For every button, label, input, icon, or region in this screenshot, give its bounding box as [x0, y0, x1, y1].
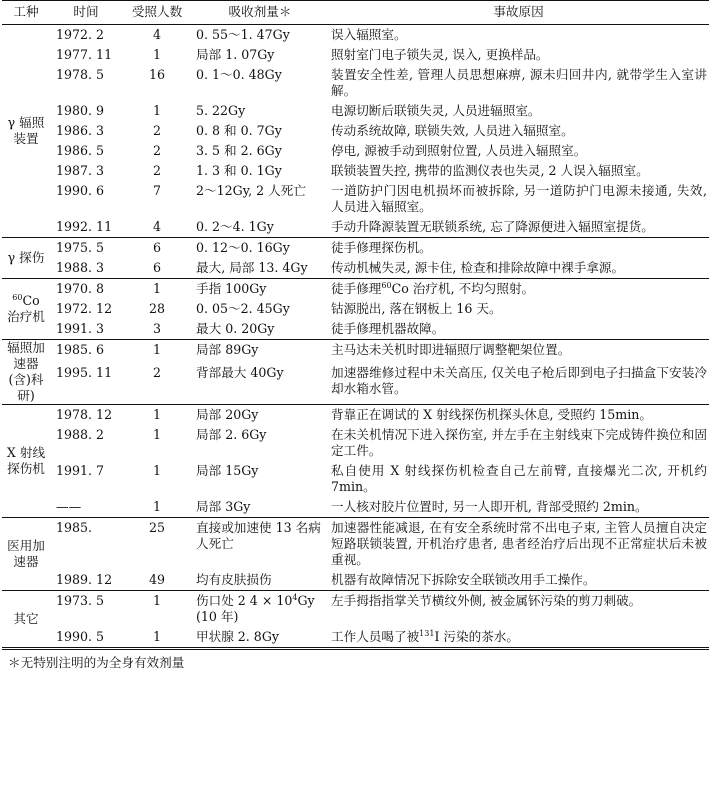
footnote: ＊无特别注明的为全身有效剂量 [2, 649, 709, 671]
dose-cell: 0. 2～4. 1Gy [196, 219, 274, 234]
count-cell: 4 [152, 219, 161, 234]
table-row [2, 101, 709, 121]
table-row [2, 279, 709, 300]
header-count: 受照人数 [122, 1, 192, 25]
table-row [2, 217, 709, 238]
time-cell: 1987. 3 [56, 163, 105, 178]
count-cell: 25 [122, 518, 192, 571]
dose-cell: 局部 20Gy [192, 405, 328, 426]
category-co60-therapy: $^{60}$Co 治疗机 [2, 279, 50, 340]
category-other: 其它 [2, 591, 50, 648]
count-cell: 1 [122, 405, 192, 426]
count-cell: 1 [152, 629, 161, 644]
dose-cell: 0. 55～1. 47Gy [192, 25, 328, 46]
count-cell: 2 [152, 123, 161, 138]
reason-cell: 手动升降源装置无联锁系统, 忘了降源便进入辐照室提货。 [331, 219, 654, 234]
dose-cell: 均有皮肤损伤 [196, 572, 272, 587]
time-cell: 1991. 7 [56, 463, 105, 478]
table-row [2, 497, 709, 518]
count-cell: 6 [122, 238, 192, 259]
dose-cell: 背部最大 40Gy [196, 364, 284, 380]
dose-cell: 最大 0. 20Gy [196, 321, 275, 336]
table-row [2, 570, 709, 591]
count-cell: 16 [148, 67, 166, 82]
category-gamma-irradiation: γ 辐照装置 [2, 25, 50, 238]
dose-cell: 手指 100Gy [192, 279, 328, 300]
reason-cell: 传动系统故障, 联锁失效, 人员进入辐照室。 [331, 123, 574, 138]
table-row [2, 425, 709, 461]
dose-cell: 最大, 局部 13. 4Gy [196, 260, 308, 275]
time-cell: 1990. 5 [56, 629, 105, 644]
table-row [2, 45, 709, 65]
table-row [2, 161, 709, 181]
count-cell: 6 [152, 260, 161, 275]
reason-cell: 左手拇指指掌关节横纹外侧, 被金属钚污染的剪刀刺破。 [328, 591, 709, 628]
header-category: 工种 [2, 1, 50, 25]
dose-cell: 直接或加速使 13 名病人死亡 [192, 518, 328, 571]
category-irradiation-accelerator: 辐照加速器(含)科研) [2, 340, 50, 405]
dose-cell: 局部 2. 6Gy [196, 427, 267, 442]
dose-cell: 局部 89Gy [192, 340, 328, 363]
count-cell: 2 [152, 364, 161, 380]
reason-cell: 电源切断后联锁失灵, 人员进辐照室。 [331, 103, 541, 118]
reason-cell: 工作人员喝了被$^{131}$I 污染的茶水。 [331, 628, 519, 644]
time-cell: 1988. 3 [56, 260, 105, 275]
table-row [2, 340, 709, 363]
dose-cell: 2～12Gy, 2 人死亡 [196, 183, 306, 198]
count-cell: 49 [148, 572, 166, 587]
time-cell: —— [56, 499, 82, 514]
table-row [2, 319, 709, 340]
reason-cell: 照射室门电子锁失灵, 误入, 更换样品。 [331, 47, 549, 62]
table-row [2, 405, 709, 426]
reason-cell: 传动机械失灵, 源卡住, 检查和排除故障中裸手拿源。 [331, 260, 625, 275]
time-cell: 1992. 11 [56, 219, 113, 234]
reason-cell: 主马达未关机时即进辐照厅调整靶架位置。 [328, 340, 709, 363]
time-cell: 1989. 12 [56, 572, 113, 587]
table-row [2, 518, 709, 571]
table-row [2, 65, 709, 101]
count-cell: 1 [152, 499, 161, 514]
time-cell: 1985. [50, 518, 122, 571]
table-row [2, 141, 709, 161]
time-cell: 1972. 2 [50, 25, 122, 46]
dose-cell: 1. 3 和 0. 1Gy [196, 163, 282, 178]
dose-cell: 0. 1～0. 48Gy [196, 67, 282, 82]
category-gamma-flaw-detection: γ 探伤 [2, 238, 50, 279]
reason-cell: 徒手修理$^{60}$Co 治疗机, 不均匀照射。 [328, 279, 709, 300]
time-cell: 1973. 5 [50, 591, 122, 628]
header-time: 时间 [50, 1, 122, 25]
category-medical-accelerator: 医用加速器 [2, 518, 50, 591]
reason-cell: 钴源脱出, 落在钢板上 16 天。 [331, 301, 502, 316]
count-cell: 2 [152, 163, 161, 178]
reason-cell: 装置安全性差, 管理人员思想麻痹, 源未归回井内, 就带学生入室讲解。 [331, 67, 707, 98]
time-cell: 1991. 3 [56, 321, 105, 336]
time-cell: 1988. 2 [56, 427, 105, 442]
table-row [2, 121, 709, 141]
count-cell: 3 [152, 321, 161, 336]
table-row [2, 238, 709, 259]
time-cell: 1995. 11 [56, 364, 113, 380]
reason-cell: 徒手修理机器故障。 [331, 321, 445, 336]
table-row [2, 25, 709, 46]
dose-cell: 0. 12～0. 16Gy [192, 238, 328, 259]
table-row [2, 181, 709, 217]
reason-cell: 私自使用 X 射线探伤机检查自己左前臂, 直接爆光二次, 开机约 7min。 [331, 463, 707, 494]
reason-cell: 误入辐照室。 [328, 25, 709, 46]
reason-cell: 机器有故障情况下拆除安全联锁改用手工操作。 [331, 572, 596, 587]
count-cell: 7 [152, 183, 161, 198]
table-row [2, 627, 709, 648]
table-row [2, 461, 709, 497]
dose-cell: 0. 05～2. 45Gy [196, 301, 290, 316]
reason-cell: 在未关机情况下进入探伤室, 并左手在主射线束下完成铸件换位和固定工件。 [331, 427, 707, 458]
count-cell: 4 [122, 25, 192, 46]
count-cell: 1 [152, 47, 161, 62]
time-cell: 1975. 5 [50, 238, 122, 259]
reason-cell: 背靠正在调试的 X 射线探伤机探头休息, 受照约 15min。 [328, 405, 709, 426]
time-cell: 1978. 12 [50, 405, 122, 426]
time-cell: 1986. 5 [56, 143, 105, 158]
time-cell: 1980. 9 [56, 103, 105, 118]
dose-cell: 0. 8 和 0. 7Gy [196, 123, 282, 138]
count-cell: 1 [122, 340, 192, 363]
count-cell: 1 [122, 279, 192, 300]
dose-cell: 局部 3Gy [196, 499, 251, 514]
dose-cell: 局部 15Gy [196, 463, 259, 478]
reason-cell: 加速器性能减退, 在有安全系统时常不出电子束, 主管人员擅自决定短路联锁装置, 开机治疗患者, 患者经治疗后出现不正常症状后未被重视。 [328, 518, 709, 571]
category-xray-flaw-detector: X 射线探伤机 [2, 405, 50, 518]
dose-cell: 5. 22Gy [196, 103, 246, 118]
header-row [2, 1, 709, 25]
time-cell: 1990. 6 [56, 183, 105, 198]
dose-cell: 局部 1. 07Gy [196, 47, 275, 62]
reason-cell: 一人核对胶片位置时, 另一人即开机, 背部受照约 2min。 [331, 499, 648, 514]
table-row [2, 299, 709, 319]
count-cell: 1 [152, 463, 161, 478]
reason-cell: 联锁装置失控, 携带的监测仪表也失灵, 2 人误入辐照室。 [331, 163, 649, 178]
table-row [2, 258, 709, 279]
time-cell: 1977. 11 [56, 47, 113, 62]
time-cell: 1972. 12 [56, 301, 113, 316]
dose-cell: 甲状腺 2. 8Gy [196, 629, 279, 644]
table-row [2, 363, 709, 405]
count-cell: 1 [152, 427, 161, 442]
accident-table [2, 0, 709, 648]
time-cell: 1978. 5 [56, 67, 105, 82]
reason-cell: 一道防护门因电机损坏而被拆除, 另一道防护门电源未接通, 失效, 人员进入辐照室。 [331, 183, 707, 214]
header-reason: 事故原因 [328, 1, 709, 25]
count-cell: 1 [122, 591, 192, 628]
count-cell: 1 [152, 103, 161, 118]
reason-cell: 加速器维修过程中未关高压, 仅关电子枪后即到电子扫描盒下安装冷却水箱水管。 [331, 364, 707, 396]
count-cell: 28 [148, 301, 166, 316]
time-cell: 1970. 8 [50, 279, 122, 300]
time-cell: 1986. 3 [56, 123, 105, 138]
header-dose: 吸收剂量＊ [192, 1, 328, 25]
time-cell: 1985. 6 [50, 340, 122, 363]
dose-cell: 伤口处 2 $4 \times 10^4Gy$ (10 年) [192, 591, 328, 628]
reason-cell: 停电, 源被手动到照射位置, 人员进入辐照室。 [331, 143, 587, 158]
count-cell: 2 [152, 143, 161, 158]
reason-cell: 徒手修理探伤机。 [328, 238, 709, 259]
dose-cell: 3. 5 和 2. 6Gy [196, 143, 282, 158]
table-row [2, 591, 709, 628]
